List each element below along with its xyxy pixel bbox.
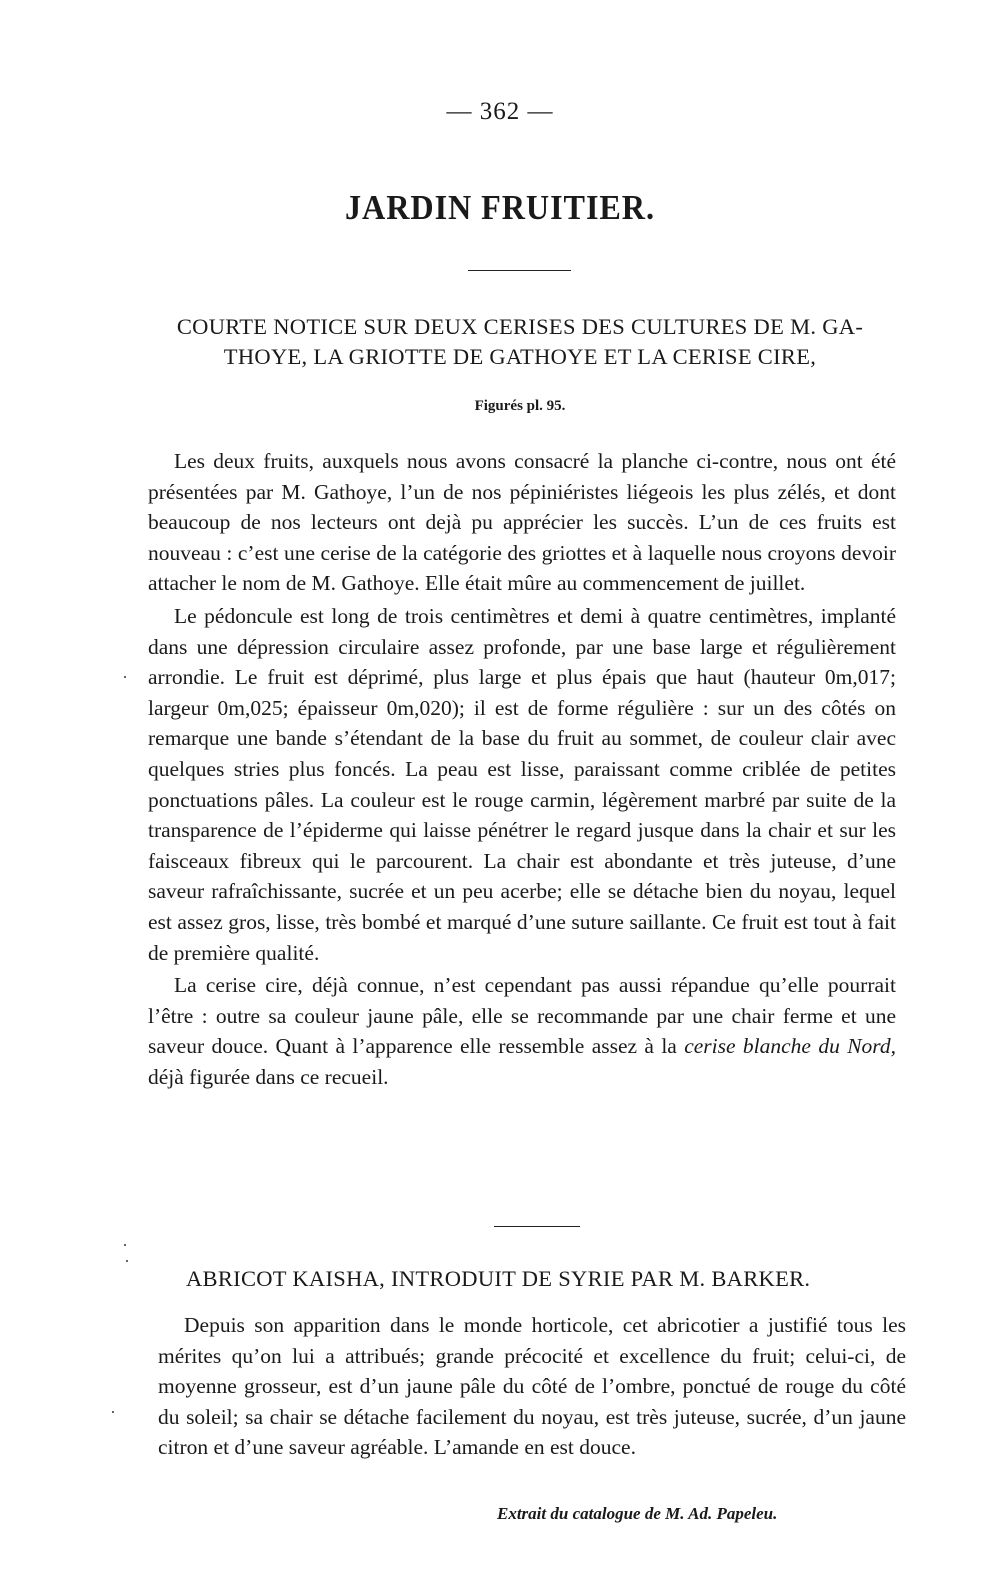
paragraph-3-italic-reference: cerise blanche du Nord, [684, 1034, 896, 1059]
scan-speck [124, 1244, 126, 1246]
scan-speck [126, 1260, 128, 1262]
section-title: JARDIN FRUITIER. [345, 188, 655, 227]
article-2-body [158, 1310, 906, 1463]
article-1-paragraph-2: Le pédoncule est long de trois centimètres et demi à quatre centimètres, implanté dans une dépression circulaire assez profonde, par une base large et régulièrement arrondie. Le fruit est déprimé, plus large et plus épais que haut (hauteur 0m,017; largeur 0m,025; épaisseur 0m,020); il est de forme régulière : sur un des côtés on remarque une bande s’étendant de la base du fruit au sommet, de couleur clair avec quelques stries plus foncés. La peau est lisse, paraissant comme criblée de petites ponctuations pâles. La couleur est le rouge carmin, légèrement marbré par suite de la transparence de l’épiderme qui laisse pénétrer le regard jusque dans la chair et sur les faisceaux fibreux qui le parcourent. La chair est abondante et très juteuse, d’une saveur rafraîchissante, sucrée et un peu acerbe; elle se détache bien du noyau, lequel est assez gros, lisse, très bombé et marqué d’une suture saillante. Ce fruit est tout à fait de première qualité. [148, 603, 896, 965]
article-1-heading-line-1: COURTE NOTICE SUR DEUX CERISES DES CULTURES DE M. GA- [176, 314, 864, 339]
article-2-heading: ABRICOT KAISHA, INTRODUIT DE SYRIE PAR M. BARKER. [186, 1266, 811, 1291]
article-1-paragraph-3 [148, 970, 896, 1092]
page-number: — 362 — [446, 98, 554, 125]
source-attribution: Extrait du catalogue de M. Ad. Papeleu. [497, 1504, 778, 1523]
article-1-heading [150, 312, 890, 372]
article-divider [494, 1226, 580, 1227]
figures-note: Figurés pl. 95. [474, 398, 566, 414]
paragraph-3-text-start: La cerise cire, déjà connue, n’est cependant pas aussi répandue qu’elle pourrait l’être : outre sa couleur jaune pâle, elle se recommande par une chair ferme et une saveur douce. Quant à l’apparence elle ressemble assez à la [148, 973, 896, 1059]
article-2-paragraph-1: Depuis son apparition dans le monde horticole, cet abricotier a justifié tous les mérites qu’on lui a attribués; grande précocité et excellence du fruit; celui-ci, de moyenne grosseur, est d’un jaune pâle du côté de l’ombre, ponctué de rouge du côté du soleil; sa chair se détache facilement du noyau, est très juteuse, sucrée, d’un jaune citron et d’une saveur agréable. L’amande en est douce. [158, 1313, 906, 1460]
article-1-paragraph-1: Les deux fruits, auxquels nous avons consacré la planche ci-contre, nous ont été présentées par M. Gathoye, l’un de nos pépiniéristes liégeois les plus zélés, et dont beaucoup de nos lecteurs ont dejà pu apprécier les succès. L’un de ces fruits est nouveau : c’est une cerise de la catégorie des griottes et à laquelle nous croyons devoir attacher le nom de M. Gathoye. Elle était mûre au commencement de juillet. [148, 449, 896, 596]
scan-speck [124, 676, 126, 678]
section-divider [468, 270, 571, 271]
article-1-body [148, 446, 896, 1092]
scan-speck [112, 1411, 114, 1413]
paragraph-3-text-end: déjà figurée dans ce recueil. [148, 1064, 389, 1089]
article-1-heading-line-2: THOYE, LA GRIOTTE DE GATHOYE ET LA CERISE CIRE, [223, 344, 817, 369]
